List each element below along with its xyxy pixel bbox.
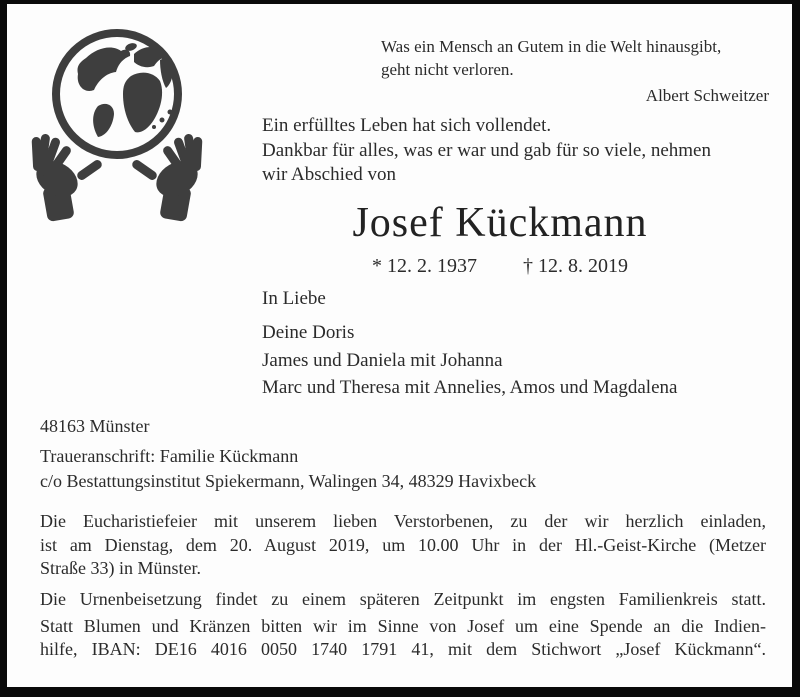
mourner-line-3: Marc und Theresa mit Annelies, Amos und Magdalena <box>262 377 678 398</box>
quote-line-1: Was ein Mensch an Gutem in die Welt hinausgibt, <box>381 37 722 56</box>
death-date: † 12. 8. 2019 <box>523 255 628 277</box>
address-block <box>40 444 536 493</box>
hands-holding-globe-icon <box>34 24 234 224</box>
mourners-block <box>262 319 677 402</box>
donation-line-2: hilfe, IBAN: DE16 4016 0050 1740 1791 41, mit dem Stichwort „Josef Kückmann“. <box>40 639 766 659</box>
mourner-line-2: James und Daniela mit Johanna <box>262 349 503 371</box>
service-paragraph <box>40 510 766 581</box>
quote-line-2: geht nicht verloren. <box>381 60 514 79</box>
intro-line-1: Ein erfülltes Leben hat sich vollendet. <box>262 115 552 136</box>
intro-block <box>262 114 711 188</box>
quote-block <box>381 35 769 107</box>
burial-text: Die Urnenbeisetzung findet zu einem späteren Zeitpunkt im engsten Familienkreis statt. <box>40 589 766 609</box>
burial-paragraph <box>40 588 766 612</box>
birth-date: * 12. 2. 1937 <box>372 255 477 277</box>
memorial-notice-card <box>7 4 792 687</box>
intro-line-2: Dankbar für alles, was er war und gab für so viele, nehmen <box>262 139 711 161</box>
address-city: 48163 Münster <box>40 416 150 436</box>
address-line-1: Traueranschrift: Familie Kückmann <box>40 446 299 466</box>
intro-line-3: wir Abschied von <box>262 164 397 185</box>
address-line-2: c/o Bestattungsinstitut Spiekermann, Walingen 34, 48329 Havixbeck <box>40 470 537 491</box>
deceased-name: Josef Kückmann <box>352 200 648 246</box>
donation-paragraph <box>40 615 766 661</box>
mourner-line-1: Deine Doris <box>262 322 355 343</box>
farewell-text: In Liebe <box>262 288 326 309</box>
life-dates <box>250 255 750 278</box>
service-line-2: ist am Dienstag, dem 20. August 2019, um 10.00 Uhr in der Hl.-Geist-Kirche (Metzer <box>40 534 766 555</box>
service-line-1: Die Eucharistiefeier mit unserem lieben Verstorbenen, zu der wir herzlich einladen, <box>40 511 766 531</box>
donation-line-1: Statt Blumen und Kränzen bitten wir im Sinne von Josef um eine Spende an die Indien- <box>40 616 766 636</box>
service-line-3: Straße 33) in Münster. <box>40 558 201 578</box>
quote-attribution: Albert Schweitzer <box>645 86 769 105</box>
